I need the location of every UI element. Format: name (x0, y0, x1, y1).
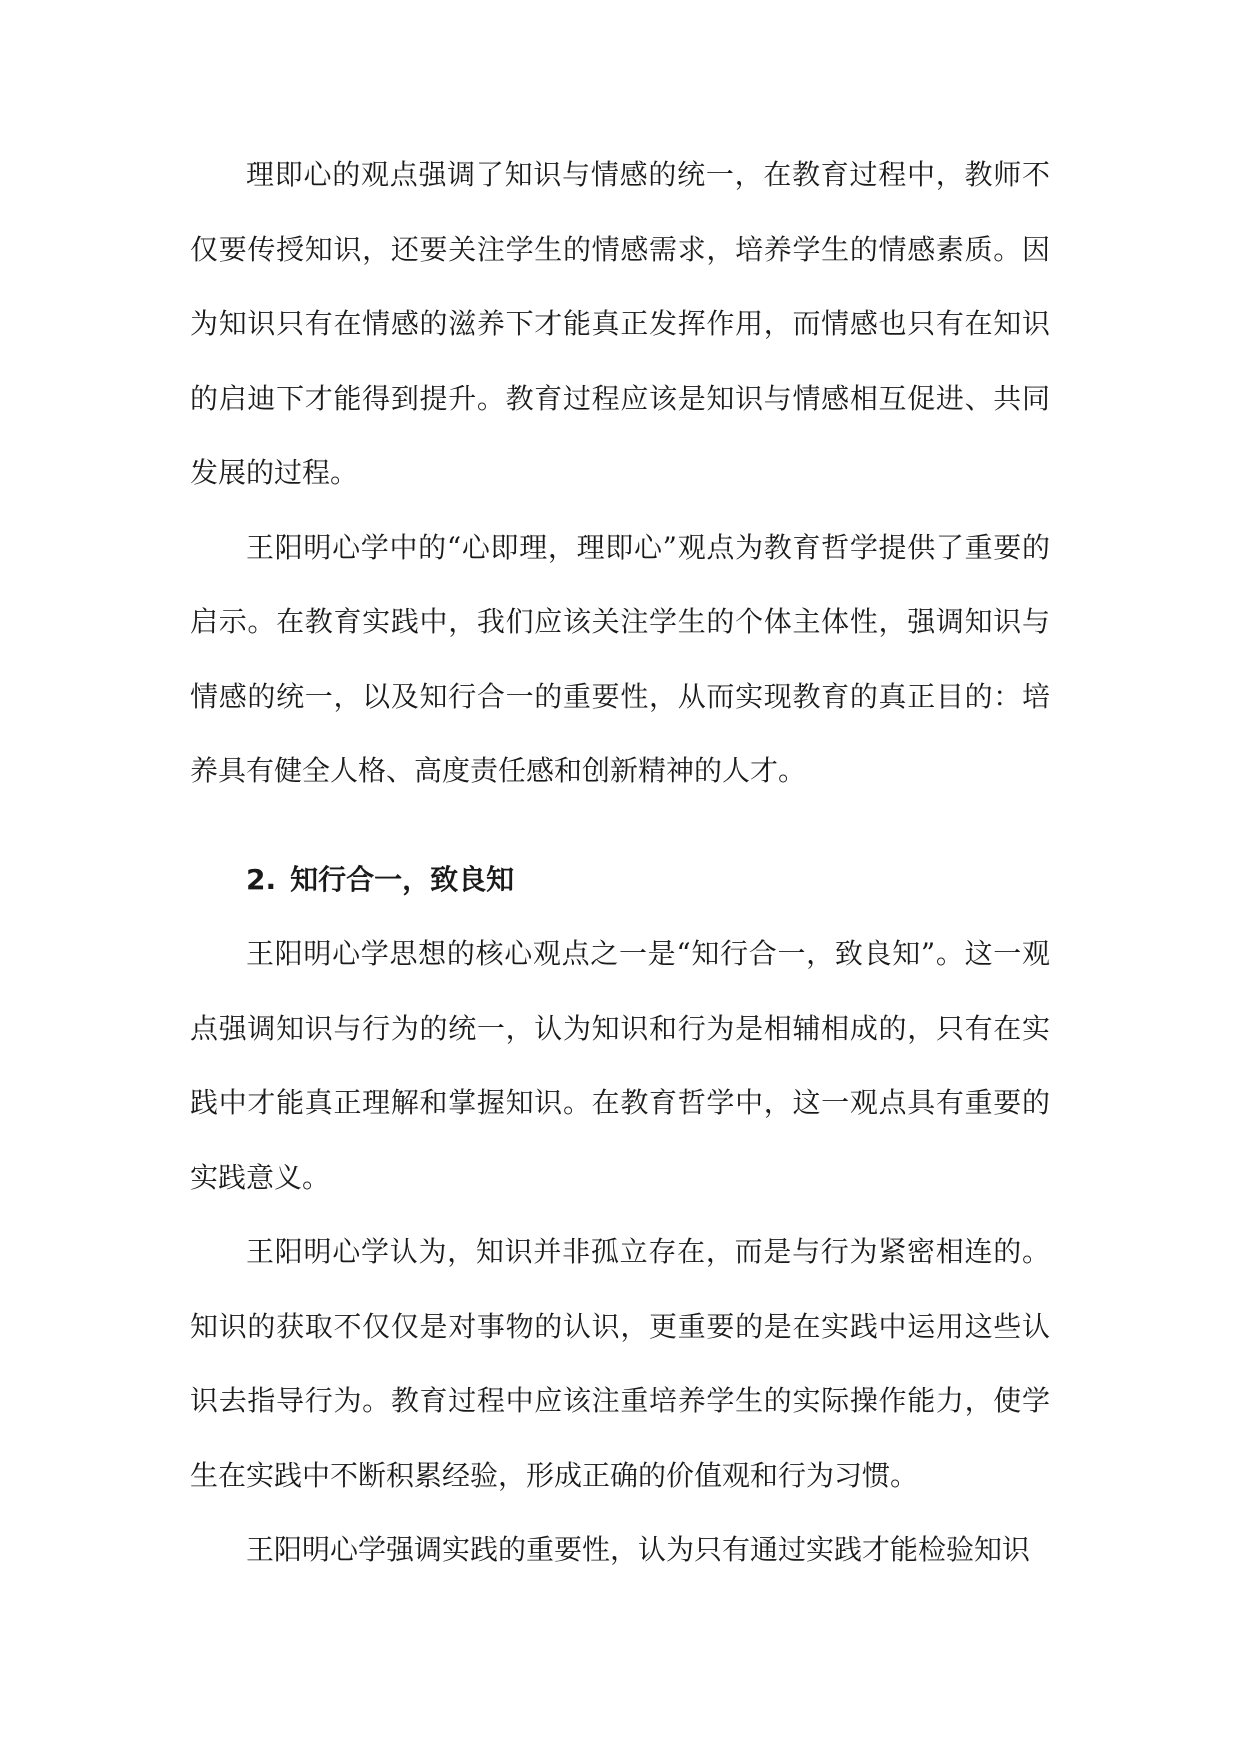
section-number: 2. (246, 862, 277, 896)
document-page (190, 138, 1050, 1588)
paragraph-zhi-xing-he-yi-core: 王阳明心学思想的核心观点之一是“知行合一，致良知”。这一观点强调知识与行为的统一，认为知识和行为是相辅相成的，只有在实践中才能真正理解和掌握知识。在教育哲学中，这一观点具有重要的实践意义。 (190, 937, 1050, 1194)
section-title: 知行合一，致良知 (290, 862, 515, 896)
section-heading (190, 843, 1050, 918)
paragraph-li-ji-xin: 理即心的观点强调了知识与情感的统一，在教育过程中，教师不仅要传授知识，还要关注学生的情感需求，培养学生的情感素质。因为知识只有在情感的滋养下才能真正发挥作用，而情感也只有在知识的启迪下才能得到提升。教育过程应该是知识与情感相互促进、共同发展的过程。 (190, 158, 1050, 489)
paragraph-practice-importance: 王阳明心学强调实践的重要性，认为只有通过实践才能检验知识 (246, 1533, 1031, 1566)
paragraph-knowledge-and-action: 王阳明心学认为，知识并非孤立存在，而是与行为紧密相连的。知识的获取不仅仅是对事物的认识，更重要的是在实践中运用这些认识去指导行为。教育过程中应该注重培养学生的实际操作能力，使学生在实践中不断积累经验，形成正确的价值观和行为习惯。 (190, 1235, 1050, 1492)
paragraph-xin-ji-li-summary: 王阳明心学中的“心即理，理即心”观点为教育哲学提供了重要的启示。在教育实践中，我们应该关注学生的个体主体性，强调知识与情感的统一，以及知行合一的重要性，从而实现教育的真正目的：培养具有健全人格、高度责任感和创新精神的人才。 (190, 530, 1050, 787)
